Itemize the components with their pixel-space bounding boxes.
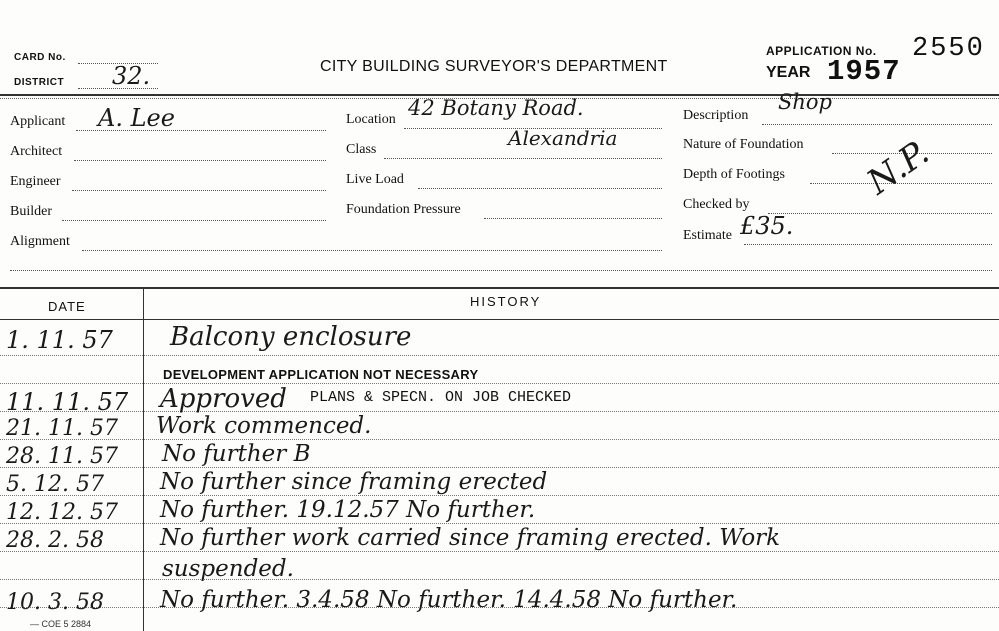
fields-bottom-line: [10, 270, 992, 271]
engineer-line: [72, 190, 326, 191]
district-label: DISTRICT: [14, 77, 65, 88]
printer-mark: — COE 5 2884: [30, 619, 92, 629]
foundation-pressure-label: Foundation Pressure: [346, 202, 461, 217]
history-entry: No further since framing erected: [160, 469, 548, 495]
class-line: [384, 158, 662, 159]
depth-of-footings-label: Depth of Footings: [683, 167, 785, 182]
location-value-suburb: Alexandria: [508, 126, 618, 150]
development-stamp: DEVELOPMENT APPLICATION NOT NECESSARY: [163, 367, 479, 382]
history-date: 21. 11. 57: [6, 416, 118, 441]
history-entry: Approved: [160, 384, 287, 414]
history-entry: No further work carried since framing erected. Work: [160, 525, 781, 551]
engineer-label: Engineer: [10, 174, 61, 189]
alignment-line: [82, 250, 662, 251]
estimate-line: [744, 244, 992, 245]
live-load-label: Live Load: [346, 172, 404, 187]
date-column-header: DATE: [48, 299, 86, 314]
checked-by-label: Checked by: [683, 197, 750, 212]
architect-label: Architect: [10, 144, 63, 159]
applicant-value: A. Lee: [98, 104, 175, 132]
history-date: 5. 12. 57: [6, 472, 104, 497]
history-date: 28. 2. 58: [6, 528, 104, 553]
history-row-line: [0, 411, 999, 412]
foundation-pressure-line: [484, 218, 662, 219]
history-entry: No further B: [162, 441, 311, 467]
history-entry: suspended.: [162, 556, 294, 582]
estimate-value: £35.: [740, 212, 794, 240]
description-value: Shop: [778, 90, 832, 114]
history-top-rule: [0, 287, 999, 289]
card-no-label: CARD No.: [14, 52, 66, 63]
department-title: CITY BUILDING SURVEYOR'S DEPARTMENT: [320, 58, 668, 75]
estimate-label: Estimate: [683, 228, 732, 243]
application-no-label: APPLICATION No.: [766, 44, 877, 58]
checked-by-line: [768, 213, 992, 214]
history-entry: No further. 3.4.58 No further. 14.4.58 No further.: [160, 587, 738, 613]
year-value: 1957: [827, 55, 901, 88]
history-row-line: [0, 523, 999, 524]
history-row-line: [0, 439, 999, 440]
description-label: Description: [683, 108, 749, 123]
history-date: 1. 11. 57: [6, 326, 113, 354]
history-row-line: [0, 383, 999, 384]
history-date: 28. 11. 57: [6, 444, 118, 469]
builder-line: [62, 220, 326, 221]
history-row-line: [0, 579, 999, 580]
application-no-value: 2550: [912, 34, 985, 64]
alignment-label: Alignment: [10, 234, 70, 249]
history-row-line: [0, 355, 999, 356]
history-date: 10. 3. 58: [6, 590, 104, 615]
applicant-label: Applicant: [10, 114, 66, 129]
history-row-line: [0, 467, 999, 468]
nature-of-foundation-label: Nature of Foundation: [683, 137, 804, 152]
live-load-line: [418, 188, 662, 189]
history-header-rule: [0, 319, 999, 320]
history-date: 12. 12. 57: [6, 500, 118, 525]
history-row-line: [0, 495, 999, 496]
architect-line: [74, 160, 326, 161]
history-column-header: HISTORY: [470, 294, 542, 309]
year-label: YEAR: [766, 64, 811, 81]
history-row-line: [0, 551, 999, 552]
history-date: 11. 11. 57: [6, 388, 129, 416]
description-line: [762, 124, 992, 125]
typed-note: PLANS & SPECN. ON JOB CHECKED: [310, 389, 572, 406]
class-label: Class: [346, 142, 377, 157]
builder-label: Builder: [10, 204, 52, 219]
location-value: 42 Botany Road.: [408, 96, 584, 120]
history-entry: Work commenced.: [156, 413, 372, 439]
history-entry: Balcony enclosure: [170, 322, 412, 352]
location-label: Location: [346, 112, 396, 127]
district-value: 32.: [112, 62, 151, 90]
checked-by-value: N.P.: [860, 132, 937, 203]
history-entry: No further. 19.12.57 No further.: [160, 497, 536, 523]
